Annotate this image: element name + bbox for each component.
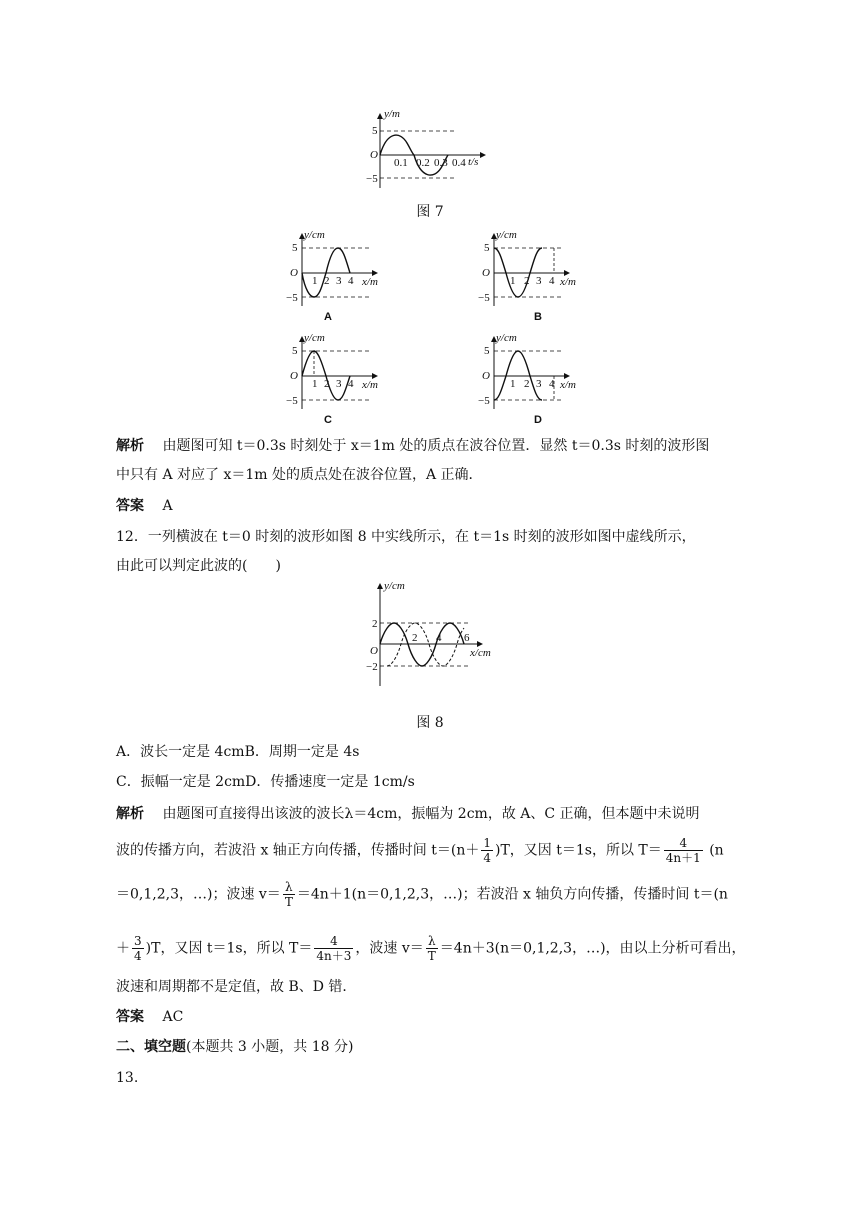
x-tick-3: 3 — [536, 275, 542, 287]
question-13 — [116, 1068, 138, 1088]
origin-label: O — [370, 149, 378, 161]
answer-label: 答案 — [116, 1009, 144, 1025]
question-13-number: 13. — [116, 1070, 139, 1086]
option-graph-c-svg — [282, 333, 392, 413]
fraction-numerator: 4 — [314, 934, 353, 949]
y-tick-top: 5 — [484, 242, 490, 254]
figure-8 — [360, 580, 510, 690]
solution-12-line-3 — [116, 880, 728, 909]
solution-12-line-2 — [116, 836, 724, 865]
answer-11-value: A — [162, 498, 173, 514]
y-axis-label: y/cm — [304, 229, 325, 241]
x-tick-3: 3 — [336, 378, 342, 390]
x-tick-3: 0.3 — [434, 157, 448, 169]
x-tick-2: 0.2 — [416, 157, 430, 169]
y-axis-label: y/m — [384, 108, 400, 120]
question-12-line-2 — [116, 556, 281, 576]
option-label-d: D — [534, 414, 542, 426]
solution-12-text-4a: ＋ — [116, 940, 130, 957]
solution-11-text-2: 中只有 A 对应了 x＝1m 处的质点处在波谷位置，A 正确． — [116, 467, 483, 483]
fraction-3-4 — [132, 934, 144, 963]
solution-12-text-3b: ＝4n＋1(n＝0,1,2,3，…)；若波沿 x 轴负方向传播，传播时间 t＝(n — [296, 886, 728, 903]
solution-11-line-2 — [116, 465, 483, 485]
solution-12-text-4b: )T，又因 t＝1s，所以 T＝ — [145, 940, 313, 957]
fraction-period-1 — [664, 836, 703, 865]
solution-12-text-1: 由题图可直接得出该波的波长λ＝4cm，振幅为 2cm，故 A、C 正确，但本题中未说明 — [162, 806, 700, 822]
question-12-line-1 — [116, 527, 696, 547]
origin-label: O — [482, 370, 490, 382]
y-tick-top: 5 — [292, 345, 298, 357]
solution-12-text-2a: 波的传播方向，若波沿 x 轴正方向传播，传播时间 t＝(n＋ — [116, 842, 480, 859]
section-2-note: (本题共 3 小题，共 18 分) — [186, 1039, 354, 1055]
figure-8-graph — [360, 580, 510, 690]
x-tick-1: 1 — [312, 378, 318, 390]
fraction-numerator: λ — [426, 934, 438, 949]
solution-12-text-4d: ＝4n＋3(n＝0,1,2,3，…)，由以上分析可看出， — [439, 940, 746, 957]
solution-label: 解析 — [116, 806, 144, 822]
question-12-text-2: 由此可以判定此波的( ) — [116, 558, 281, 574]
y-tick-bottom: −5 — [366, 173, 378, 185]
solution-12-line-4 — [116, 934, 746, 963]
option-graph-b-svg — [474, 230, 584, 310]
option-graph-b — [474, 230, 584, 310]
x-tick-1: 1 — [510, 275, 516, 287]
answer-label: 答案 — [116, 498, 144, 514]
y-tick-bottom: −5 — [286, 292, 298, 304]
fraction-numerator: 3 — [134, 934, 142, 948]
x-axis-label: x/m — [362, 379, 378, 391]
figure-8-caption: 图 8 — [416, 715, 444, 731]
option-graph-d — [474, 333, 584, 413]
x-tick-4: 4 — [348, 275, 354, 287]
y-tick-bottom: −5 — [286, 395, 298, 407]
fraction-numerator: 1 — [483, 836, 491, 850]
x-tick-2: 2 — [324, 378, 330, 390]
x-tick-4: 4 — [549, 378, 555, 390]
fraction-denominator: 4 — [134, 949, 142, 963]
figure-7-caption: 图 7 — [416, 204, 444, 220]
x-tick-4: 0.4 — [452, 157, 466, 169]
section-2-heading — [116, 1037, 353, 1057]
solution-12-text-5: 波速和周期都不是定值，故 B、D 错． — [116, 979, 357, 995]
origin-label: O — [482, 267, 490, 279]
figure-7-graph — [360, 108, 510, 198]
fraction-1-4 — [481, 836, 493, 865]
figure-7 — [360, 108, 510, 198]
x-tick-6: 6 — [464, 632, 470, 644]
answer-11 — [116, 496, 173, 516]
fraction-lambda-t-1 — [283, 880, 295, 909]
y-tick-top: 5 — [292, 242, 298, 254]
fraction-period-2 — [314, 934, 353, 963]
origin-label: O — [290, 267, 298, 279]
solution-12-line-5 — [116, 977, 356, 997]
x-tick-1: 0.1 — [394, 157, 408, 169]
solution-12-text-2c: (n — [709, 842, 724, 859]
options-12-cd-text: C．振幅一定是 2cmD．传播速度一定是 1cm/s — [116, 774, 415, 790]
fraction-denominator: T — [427, 949, 436, 963]
solution-11-line-1 — [116, 436, 709, 456]
x-tick-1: 1 — [312, 275, 318, 287]
solution-label: 解析 — [116, 438, 144, 454]
x-tick-4: 4 — [549, 275, 555, 287]
origin-label: O — [290, 370, 298, 382]
x-tick-2: 2 — [524, 378, 530, 390]
section-2-title: 二、填空题 — [116, 1039, 186, 1055]
x-axis-label: x/m — [362, 276, 378, 288]
option-graph-a-svg — [282, 230, 392, 310]
option-graph-d-svg — [474, 333, 584, 413]
y-tick-top: 2 — [372, 618, 378, 630]
options-12-cd — [116, 772, 415, 792]
x-tick-3: 3 — [536, 378, 542, 390]
x-tick-1: 1 — [510, 378, 516, 390]
answer-12-value: AC — [162, 1009, 184, 1025]
fraction-numerator: λ — [283, 880, 295, 895]
fraction-lambda-t-2 — [426, 934, 438, 963]
x-axis-label: t/s — [468, 156, 479, 168]
fraction-denominator: T — [284, 895, 293, 909]
option-graph-c — [282, 333, 392, 413]
x-tick-4: 4 — [348, 378, 354, 390]
options-12-ab-text: A．波长一定是 4cmB．周期一定是 4s — [116, 744, 360, 760]
option-label-b: B — [534, 311, 542, 323]
x-tick-2: 2 — [324, 275, 330, 287]
x-tick-3: 3 — [336, 275, 342, 287]
solution-12-text-4c: ，波速 v＝ — [355, 940, 424, 957]
x-axis-label: x/cm — [470, 647, 491, 659]
y-tick-top: 5 — [484, 345, 490, 357]
x-tick-2: 2 — [412, 632, 418, 644]
fraction-denominator: 4n＋3 — [316, 949, 352, 963]
y-axis-label: y/cm — [496, 229, 517, 241]
solution-11-text-1: 由题图可知 t＝0.3s 时刻处于 x＝1m 处的质点在波谷位置．显然 t＝0.3s 时刻的波形图 — [162, 438, 710, 454]
options-12-ab — [116, 742, 359, 762]
x-axis-label: x/m — [560, 379, 576, 391]
y-axis-label: y/cm — [384, 580, 405, 592]
x-tick-4: 4 — [436, 632, 442, 644]
fraction-denominator: 4n＋1 — [665, 851, 701, 865]
y-tick-bottom: −2 — [366, 661, 378, 673]
x-tick-2: 2 — [524, 275, 530, 287]
option-graph-a — [282, 230, 392, 310]
option-label-a: A — [324, 311, 332, 323]
y-axis-label: y/cm — [496, 332, 517, 344]
fraction-numerator: 4 — [664, 836, 703, 851]
solution-12-text-3a: ＝0,1,2,3，…)；波速 v＝ — [116, 886, 281, 903]
question-12-text-1: 12．一列横波在 t＝0 时刻的波形如图 8 中实线所示，在 t＝1s 时刻的波形如图中虚线所示， — [116, 529, 696, 545]
origin-label: O — [370, 645, 378, 657]
x-axis-label: x/m — [560, 276, 576, 288]
y-tick-bottom: −5 — [478, 292, 490, 304]
fraction-denominator: 4 — [483, 851, 491, 865]
solution-12-line-1 — [116, 804, 700, 824]
y-axis-label: y/cm — [304, 332, 325, 344]
answer-12 — [116, 1007, 183, 1027]
option-label-c: C — [324, 414, 332, 426]
y-tick-bottom: −5 — [478, 395, 490, 407]
solution-12-text-2b: )T，又因 t＝1s，所以 T＝ — [495, 842, 662, 859]
y-tick-top: 5 — [372, 125, 378, 137]
